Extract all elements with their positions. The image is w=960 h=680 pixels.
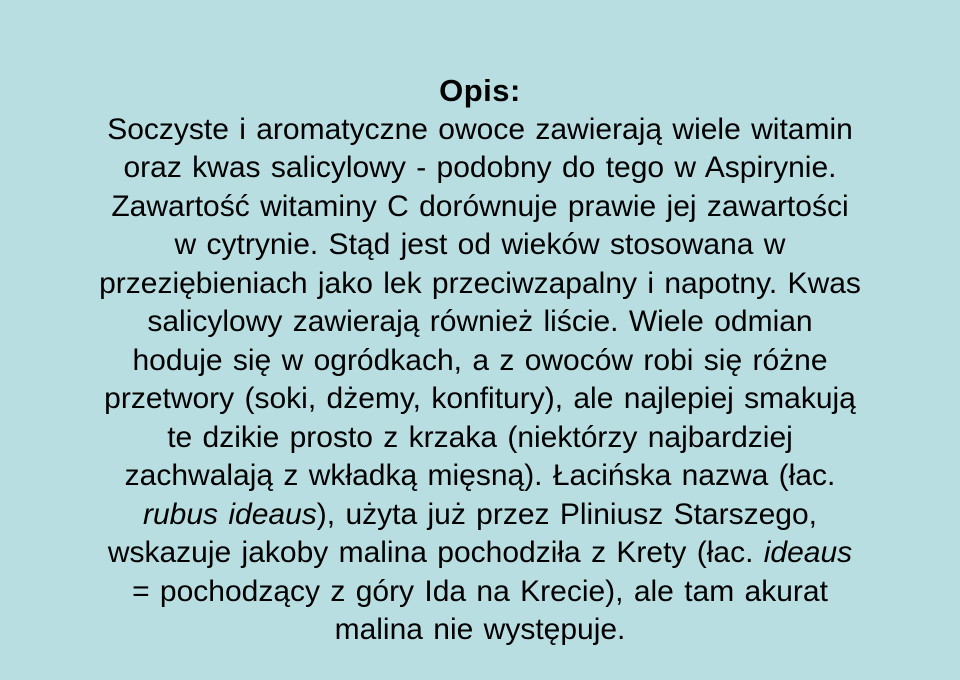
text-segment: hoduje się w ogródkach, a z owoców robi się różne: [132, 343, 828, 377]
text-segment: te dzikie prosto z krzaka (niektórzy najbardziej: [167, 420, 793, 454]
text-line: [0, 457, 960, 496]
text-segment: Soczyste i aromatyczne owoce zawierają wiele witamin: [107, 112, 853, 146]
text-segment: Zawartość witaminy C dorównuje prawie jej zawartości: [111, 189, 849, 223]
latin-term: rubus ideaus: [143, 497, 317, 531]
text-line: [0, 573, 960, 612]
text-line: [0, 419, 960, 458]
text-segment: ), użyta już przez Pliniusz Starszego,: [316, 497, 817, 531]
text-line: [0, 496, 960, 535]
latin-term: ideaus: [763, 536, 853, 569]
text-line: [0, 188, 960, 227]
text-line: [0, 303, 960, 342]
text-line: [0, 380, 960, 419]
text-segment: wskazuje jakoby malina pochodziła z Krety (łac.: [107, 536, 764, 569]
text-line: [0, 111, 960, 150]
text-segment: oraz kwas salicylowy - podobny do tego w Aspirynie.: [123, 151, 837, 184]
text-line: [0, 226, 960, 265]
description-title: Opis:: [439, 73, 521, 108]
text-line: [0, 611, 960, 650]
text-line: [0, 534, 960, 573]
text-segment: malina nie występuje.: [334, 613, 626, 646]
text-segment: salicylowy zawierają również liście. Wiele odmian: [147, 305, 813, 338]
text-segment: przetwory (soki, dżemy, konfitury), ale najlepiej smakują: [104, 382, 856, 415]
text-line: [0, 149, 960, 188]
text-segment: = pochodzący z góry Ida na Krecie), ale tam akurat: [132, 574, 828, 608]
text-segment: przeziębieniach jako lek przeciwzapalny i napotny. Kwas: [99, 266, 861, 300]
description-lines: [0, 111, 960, 650]
text-segment: zachwalają z wkładką mięsną). Łacińska nazwa (łac.: [124, 459, 836, 492]
text-line: [0, 342, 960, 381]
text-segment: w cytrynie. Stąd jest od wieków stosowana w: [174, 228, 786, 261]
text-line: [0, 265, 960, 304]
